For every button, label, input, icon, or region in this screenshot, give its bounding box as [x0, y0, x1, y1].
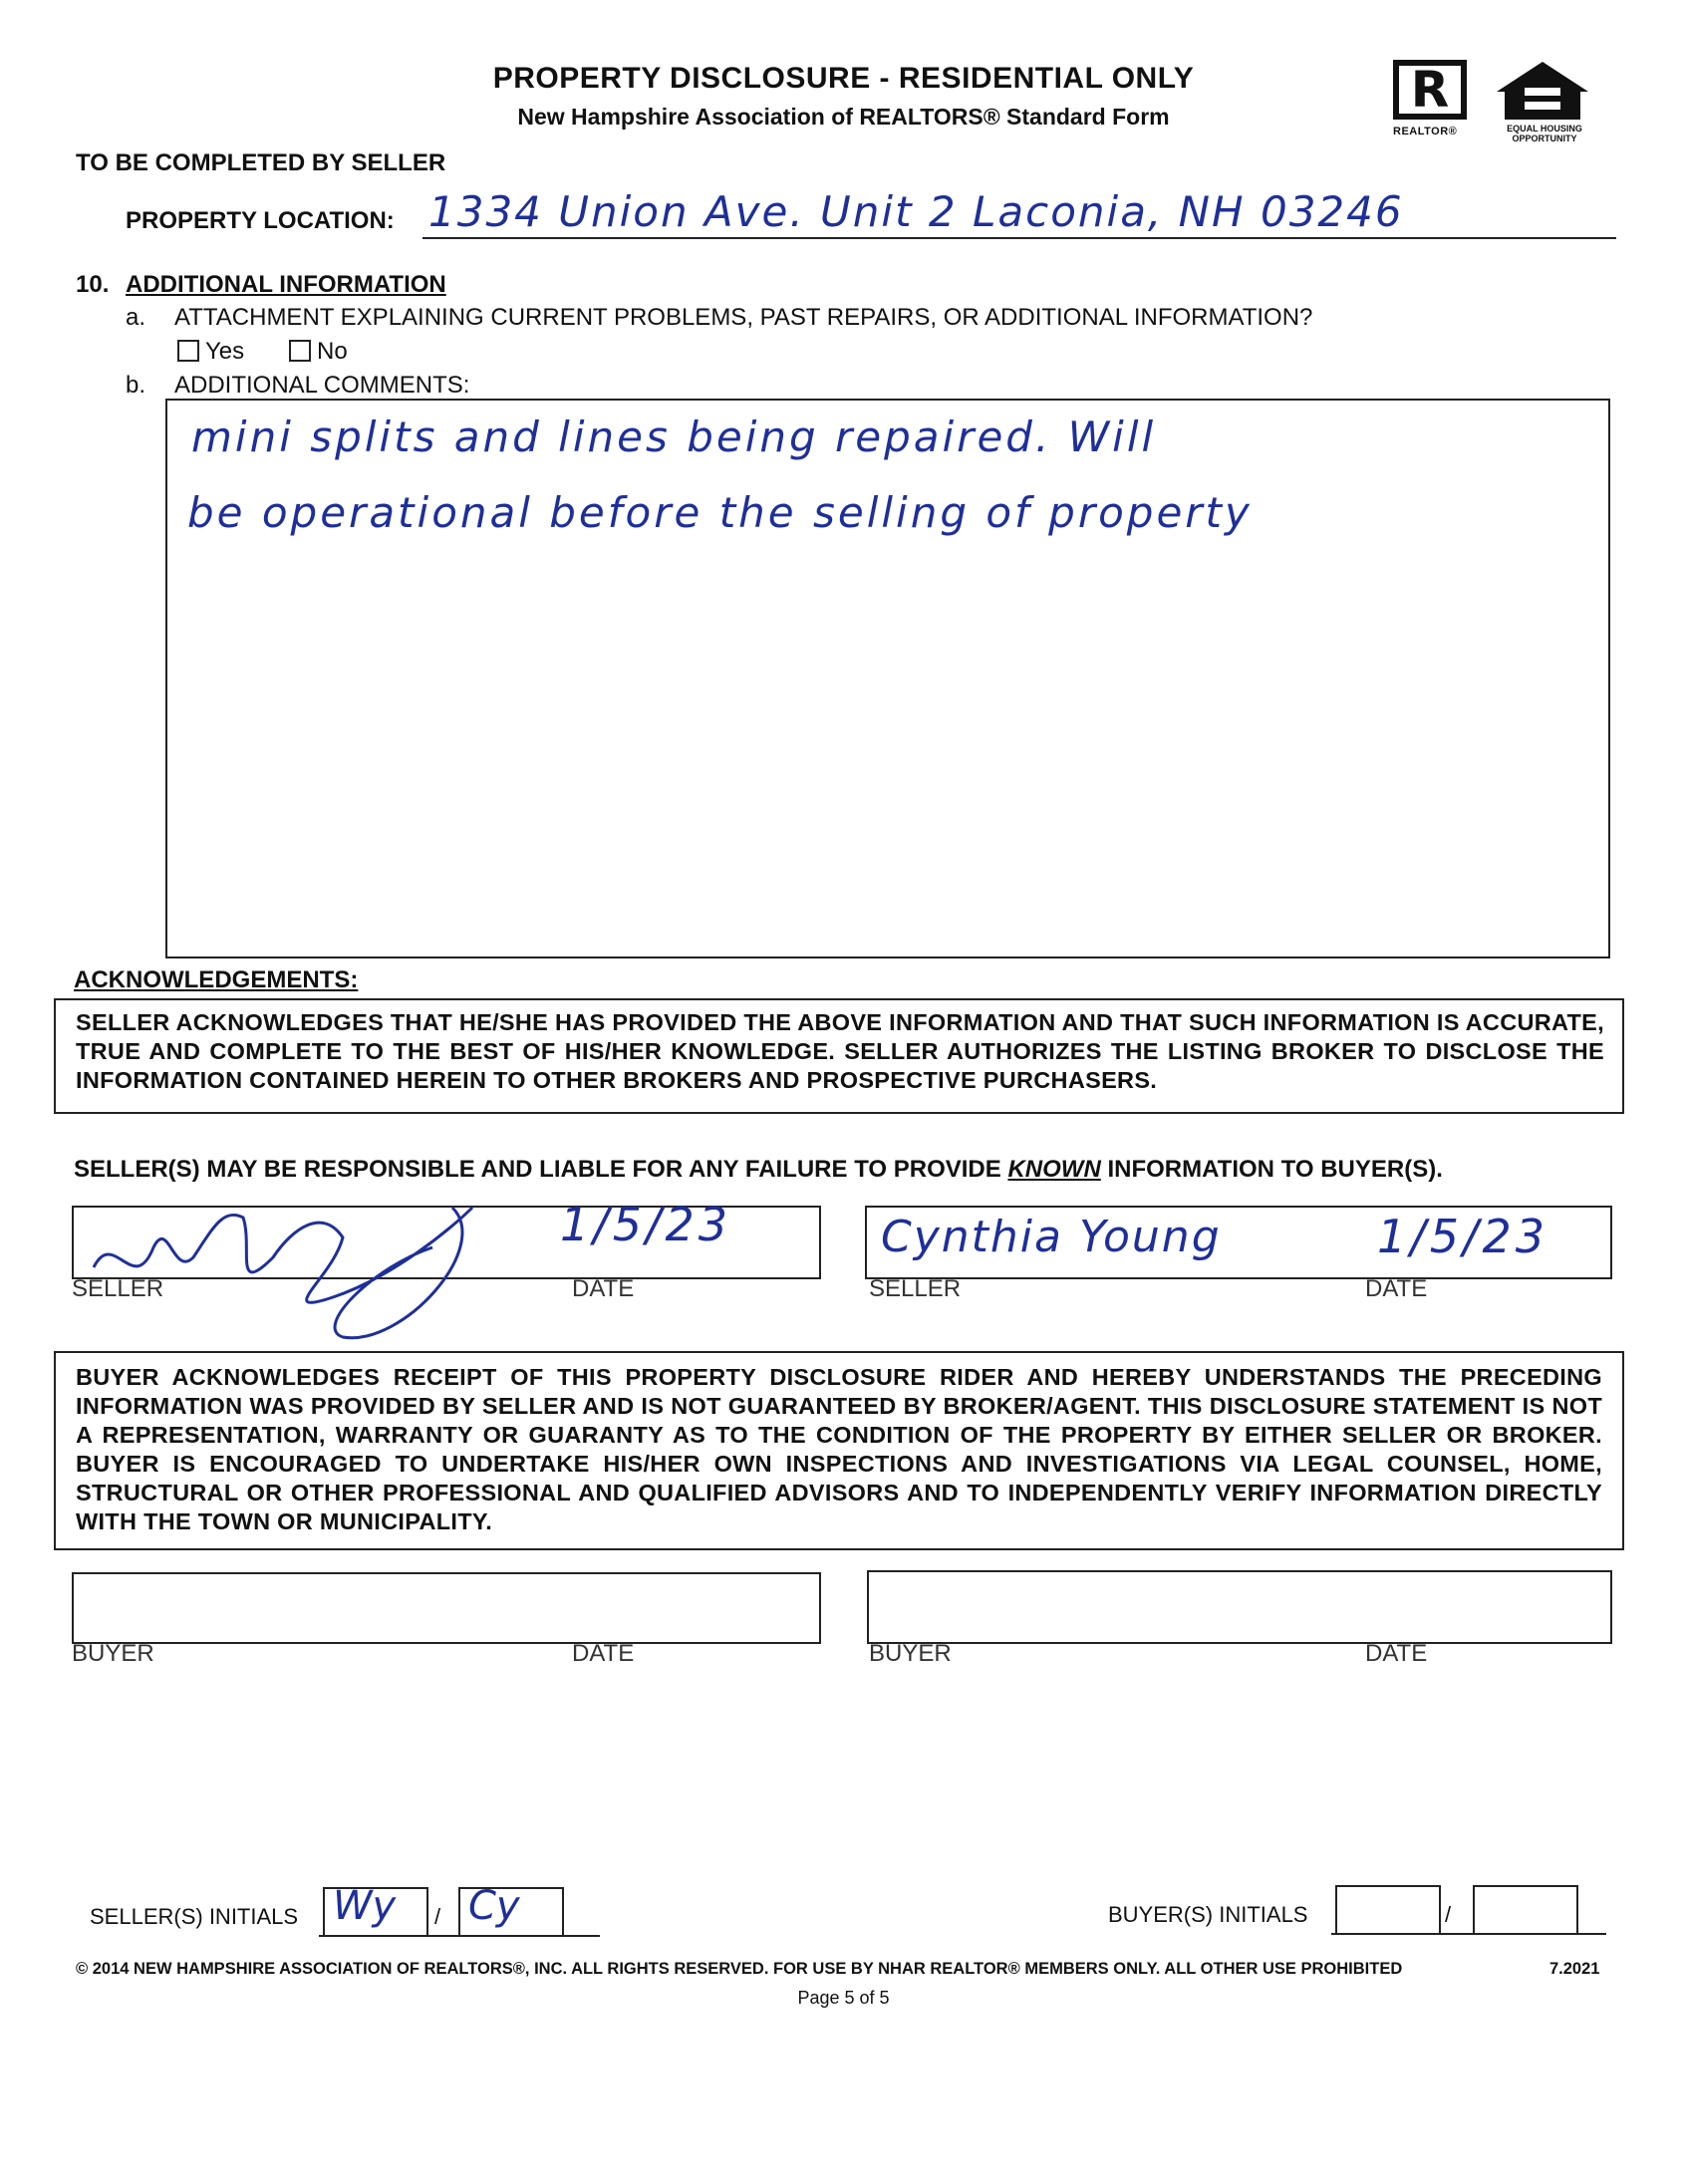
- liability-statement: [74, 1156, 1443, 1184]
- seller-section-heading: TO BE COMPLETED BY SELLER: [76, 149, 446, 176]
- liability-pre: SELLER(S) MAY BE RESPONSIBLE AND LIABLE FOR ANY FAILURE TO PROVIDE: [74, 1156, 1008, 1183]
- form-version: 7.2021: [1549, 1960, 1600, 1978]
- buyer-2-signature-box[interactable]: [867, 1570, 1612, 1644]
- item-a-text: ATTACHMENT EXPLAINING CURRENT PROBLEMS, PAST REPAIRS, OR ADDITIONAL INFORMATION?: [174, 304, 1313, 331]
- buyer-acknowledgement-text: BUYER ACKNOWLEDGES RECEIPT OF THIS PROPERTY DISCLOSURE RIDER AND HEREBY UNDERSTANDS THE PRECEDING INFORMATION WAS PROVIDED BY SELLER AND IS NOT GUARANTEED BY BROKER/AGENT. THIS DISCLOSURE STATEMENT IS NOT A REPRESENTATION, WARRANTY OR GUARANTY AS TO THE CONDITION OF THE PROPERTY BY EITHER SELLER OR BROKER. BUYER IS ENCOURAGED TO UNDERTAKE HIS/HER OWN INSPECTIONS AND INVESTIGATIONS VIA LEGAL COUNSEL, HOME, STRUCTURAL OR OTHER PROFESSIONAL AND QUALIFIED ADVISORS AND TO INDEPENDENTLY VERIFY INFORMATION DIRECTLY WITH THE TOWN OR MUNICIPALITY.: [76, 1364, 1602, 1534]
- additional-comments-box[interactable]: [165, 399, 1610, 958]
- seller-1-signature: [74, 1188, 532, 1337]
- form-subtitle: New Hampshire Association of REALTORS® Standard Form: [517, 104, 1170, 130]
- no-label: No: [317, 338, 348, 365]
- copyright-text: © 2014 NEW HAMPSHIRE ASSOCIATION OF REALTORS®, INC. ALL RIGHTS RESERVED. FOR USE BY NHAR REALTOR® MEMBERS ONLY. ALL OTHER USE PROHIBITED: [76, 1960, 1403, 1978]
- seller-1-label: SELLER: [72, 1275, 164, 1302]
- seller-2-signature: Cynthia Young: [881, 1212, 1222, 1262]
- yes-checkbox[interactable]: [177, 340, 199, 362]
- eho-text-2: OPPORTUNITY: [1512, 134, 1577, 143]
- property-location-label: PROPERTY LOCATION:: [126, 207, 395, 234]
- buyer-2-date-label: DATE: [1365, 1640, 1428, 1667]
- seller-1-date: 1/5/23: [560, 1198, 732, 1251]
- item-a-letter: a.: [126, 304, 146, 331]
- no-checkbox[interactable]: [289, 340, 311, 362]
- additional-info-heading: ADDITIONAL INFORMATION: [126, 271, 446, 298]
- section-number: 10.: [76, 271, 110, 298]
- yes-label: Yes: [205, 338, 245, 365]
- property-location-value[interactable]: 1334 Union Ave. Unit 2 Laconia, NH 03246: [428, 187, 1404, 236]
- seller-initials-box-1[interactable]: [323, 1883, 428, 1937]
- seller-1-date-label: DATE: [572, 1275, 635, 1302]
- seller-1-signature-box[interactable]: [72, 1198, 821, 1279]
- item-b-text: ADDITIONAL COMMENTS:: [174, 372, 470, 399]
- seller-2-label: SELLER: [869, 1275, 962, 1302]
- comment-line-1: mini splits and lines being repaired. Will: [191, 412, 1157, 461]
- comment-line-2: be operational before the selling of property: [187, 488, 1253, 537]
- acknowledgements-heading: ACKNOWLEDGEMENTS:: [74, 966, 359, 993]
- seller-initials-mark-2: Cy: [468, 1883, 520, 1929]
- seller-acknowledgement-box: [54, 998, 1624, 1114]
- realtor-logo-text: REALTOR®: [1393, 126, 1458, 137]
- yes-option[interactable]: [177, 338, 244, 366]
- buyer-1-label: BUYER: [72, 1640, 154, 1667]
- realtor-logo-letter: R: [1410, 61, 1450, 119]
- seller-initials-mark-1: Wy: [333, 1883, 397, 1929]
- buyer-2-label: BUYER: [869, 1640, 952, 1667]
- item-b-letter: b.: [126, 372, 146, 399]
- seller-2-date-label: DATE: [1365, 1275, 1428, 1302]
- buyer-initials-label: BUYER(S) INITIALS: [1108, 1902, 1308, 1927]
- no-option[interactable]: [289, 338, 348, 366]
- buyer-initials-box-2[interactable]: [1473, 1885, 1578, 1935]
- seller-initials-separator: /: [434, 1904, 441, 1929]
- buyer-1-date-label: DATE: [572, 1640, 635, 1667]
- buyer-1-signature-box[interactable]: [72, 1572, 821, 1644]
- seller-initials-box-2[interactable]: [458, 1883, 564, 1937]
- seller-2-signature-box[interactable]: [865, 1206, 1612, 1279]
- page-number: Page 5 of 5: [797, 1988, 890, 2008]
- realtor-logo: [1393, 60, 1473, 139]
- equal-housing-logo: [1485, 58, 1604, 147]
- liability-known: KNOWN: [1007, 1156, 1101, 1183]
- seller-2-date: 1/5/23: [1377, 1210, 1549, 1263]
- seller-acknowledgement-text: SELLER ACKNOWLEDGES THAT HE/SHE HAS PROVIDED THE ABOVE INFORMATION AND THAT SUCH INFORMATION IS ACCURATE, TRUE AND COMPLETE TO THE BEST OF HIS/HER KNOWLEDGE. SELLER AUTHORIZES THE LISTING BROKER TO DISCLOSE THE INFORMATION CONTAINED HEREIN TO OTHER BROKERS AND PROSPECTIVE PURCHASERS.: [76, 1009, 1604, 1093]
- seller-initials-label: SELLER(S) INITIALS: [90, 1904, 299, 1929]
- liability-post: INFORMATION TO BUYER(S).: [1100, 1156, 1443, 1183]
- buyer-acknowledgement-box: [54, 1351, 1624, 1550]
- house-icon: [1493, 58, 1592, 122]
- eho-text-1: EQUAL HOUSING: [1507, 124, 1582, 134]
- form-title: PROPERTY DISCLOSURE - RESIDENTIAL ONLY: [492, 62, 1195, 95]
- property-location-underline: [422, 237, 1616, 239]
- buyer-initials-box-1[interactable]: [1335, 1885, 1441, 1935]
- buyer-initials-separator: /: [1445, 1902, 1452, 1927]
